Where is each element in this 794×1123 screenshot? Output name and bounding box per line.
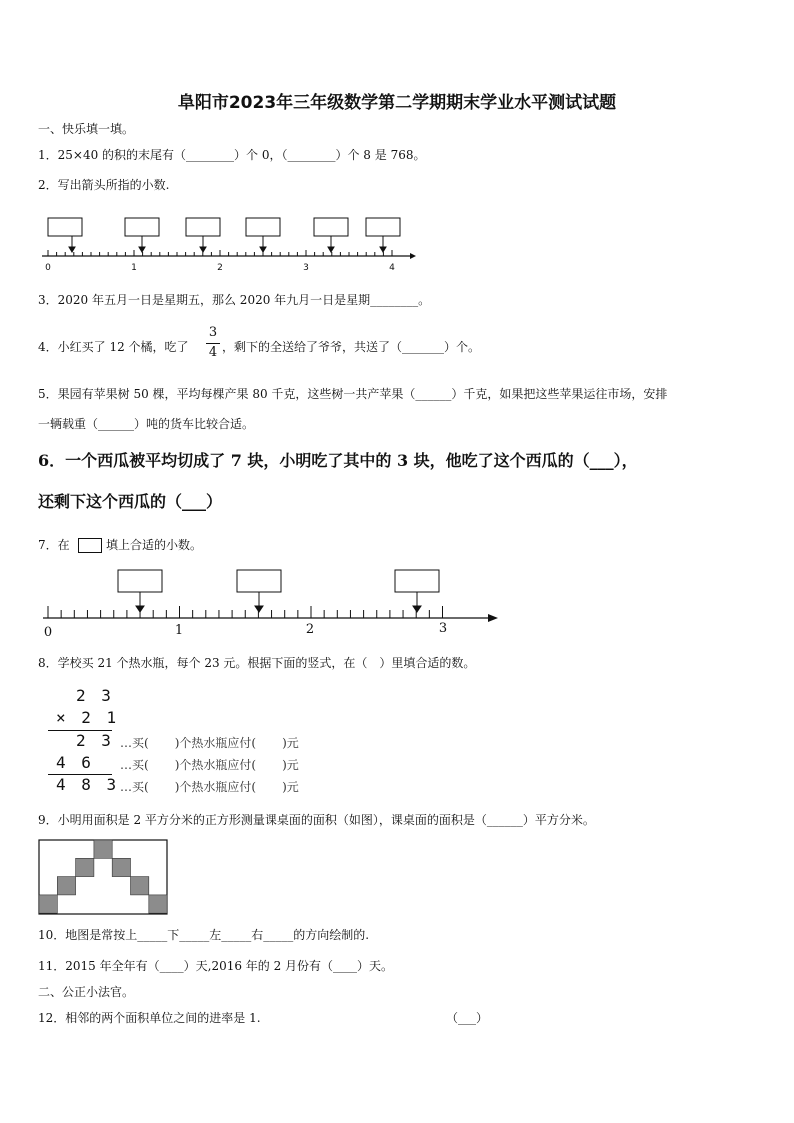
fraction-numerator: 3 — [208, 325, 218, 340]
answer-box[interactable] — [118, 570, 162, 592]
arrowhead — [328, 247, 334, 252]
number-line-q7 — [38, 566, 508, 638]
tick-label: 2 — [217, 263, 223, 273]
question-12-blank[interactable]: （___） — [446, 1011, 489, 1025]
tick-label: 4 — [389, 263, 395, 273]
answer-box[interactable] — [246, 218, 280, 236]
vertical-note-2 — [120, 756, 299, 773]
note-prefix: …买( — [120, 780, 149, 794]
answer-box[interactable] — [237, 570, 281, 592]
note-mid: )个热水瓶应付( — [174, 736, 257, 750]
question-3: 3．2020 年五月一日是星期五，那么 2020 年九月一日是星期________。 — [38, 293, 431, 307]
note-suffix: )元 — [282, 736, 299, 750]
question-5-line-2: 一辆载重（______）吨的货车比较合适。 — [38, 417, 255, 431]
question-6-line-1: 6．一个西瓜被平均切成了 7 块，小明吃了其中的 3 块，他吃了这个西瓜的（___）， — [38, 451, 638, 470]
measuring-square — [57, 877, 75, 895]
answer-box[interactable] — [125, 218, 159, 236]
vertical-note-1 — [120, 734, 299, 751]
tick-label: 0 — [43, 625, 53, 640]
question-4-end: ，剩下的全送给了爷爷，共送了（_______）个。 — [222, 340, 481, 354]
partial-product-2: 4 6 — [56, 753, 94, 772]
question-1: 1．25×40 的积的末尾有（________）个 0，（________）个 8 是 768。 — [38, 148, 426, 162]
desk-area-figure — [38, 839, 168, 915]
axis-arrow — [410, 253, 416, 259]
tick-label: 1 — [174, 623, 184, 638]
arrowhead — [200, 247, 206, 252]
question-7-end: 填上合适的小数。 — [106, 538, 203, 552]
multiplicand: 2 3 — [76, 686, 114, 705]
tick-label: 3 — [303, 263, 309, 273]
answer-box[interactable] — [48, 218, 82, 236]
fraction-denominator: 4 — [208, 345, 218, 360]
arrowhead — [255, 606, 263, 612]
measuring-square — [94, 840, 112, 858]
page-title: 阜阳市2023年三年级数学第二学期期末学业水平测试试题 — [177, 93, 617, 113]
note-mid: )个热水瓶应付( — [174, 758, 257, 772]
inline-box-symbol — [78, 538, 102, 553]
question-11: 11．2015 年全年有（____）天,2016 年的 2 月份有（____）天。 — [38, 959, 394, 973]
note-mid: )个热水瓶应付( — [174, 780, 257, 794]
arrowhead — [413, 606, 421, 612]
fraction-bar — [206, 343, 220, 344]
section-2-heading: 二、公正小法官。 — [38, 985, 135, 999]
partial-product-1: 2 3 — [76, 731, 114, 750]
question-10: 10．地图是常按上_____下_____左_____右_____的方向绘制的. — [38, 928, 370, 942]
question-8: 8．学校买 21 个热水瓶，每个 23 元。根据下面的竖式，在（ ）里填合适的数。 — [38, 656, 476, 670]
product: 4 8 3 — [56, 775, 120, 794]
answer-box[interactable] — [314, 218, 348, 236]
question-7-start: 7．在 — [38, 538, 70, 552]
arrowhead — [380, 247, 386, 252]
arrowhead — [260, 247, 266, 252]
answer-box[interactable] — [366, 218, 400, 236]
note-prefix: …买( — [120, 736, 149, 750]
measuring-square — [39, 895, 57, 913]
answer-box[interactable] — [186, 218, 220, 236]
note-suffix: )元 — [282, 780, 299, 794]
arrowhead — [139, 247, 145, 252]
answer-box[interactable] — [395, 570, 439, 592]
measuring-square — [112, 858, 130, 876]
tick-label: 3 — [438, 621, 448, 636]
note-suffix: )元 — [282, 758, 299, 772]
question-12: 12．相邻的两个面积单位之间的进率是 1. — [38, 1011, 261, 1025]
question-2: 2．写出箭头所指的小数. — [38, 178, 170, 192]
tick-label: 1 — [131, 263, 137, 273]
note-prefix: …买( — [120, 758, 149, 772]
vertical-note-3 — [120, 778, 299, 795]
axis-arrow — [488, 614, 498, 622]
measuring-square — [149, 895, 167, 913]
question-4-start: 4．小红买了 12 个橘，吃了 — [38, 340, 189, 354]
question-5-line-1: 5．果园有苹果树 50 棵，平均每棵产果 80 千克，这些树一共产苹果（______）千克，如果把这些苹果运往市场，安排 — [38, 387, 668, 401]
measuring-square — [76, 858, 94, 876]
section-1-heading: 一、快乐填一填。 — [38, 122, 135, 136]
arrowhead — [69, 247, 75, 252]
question-6-line-2: 还剩下这个西瓜的（___） — [38, 492, 223, 511]
measuring-square — [131, 877, 149, 895]
question-9: 9．小明用面积是 2 平方分米的正方形测量课桌面的面积（如图），课桌面的面积是（______）平方分米。 — [38, 813, 595, 827]
tick-label: 2 — [305, 622, 315, 637]
number-line-q2 — [38, 212, 418, 276]
tick-label: 0 — [45, 263, 51, 273]
multiplier: × 2 1 — [56, 708, 120, 727]
